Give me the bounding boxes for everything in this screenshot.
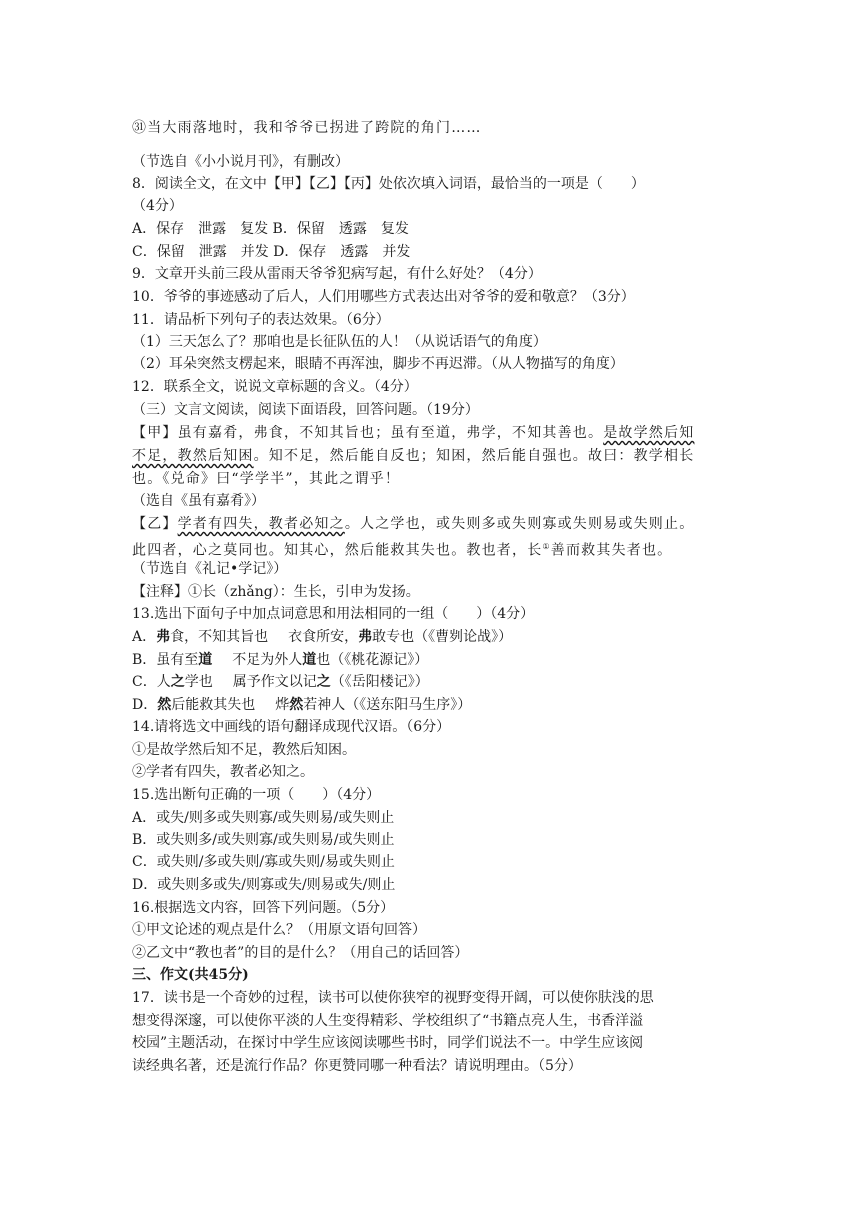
passage-yi-line-2 <box>132 537 672 561</box>
question-8-score: （4分） <box>132 198 183 214</box>
passage-text: 。人之学也，或失则多或失则寡或失则易或失则止。 <box>344 516 695 532</box>
option-text: 烨 <box>275 697 290 713</box>
option-text: 后能救其失也 <box>171 697 256 713</box>
passage-text: 善而救其失者也。 <box>550 542 673 559</box>
question-13: 13.选出下面句子中加点词意思和用法相同的一组（ ）（4分） <box>132 606 535 622</box>
question-13-option-d <box>132 695 471 715</box>
question-11: 11．请品析下列句子的表达效果。（6分） <box>132 312 390 328</box>
dotted-word: 然 <box>157 697 172 713</box>
story-last-paragraph: ㉛当大雨落地时，我和爷爷已拐进了跨院的角门…… <box>132 120 482 136</box>
question-15-option-c: C．或失则/多或失则/寡或失则/易或失则止 <box>132 854 395 870</box>
question-11-part-2: （2）耳朵突然支楞起来，眼睛不再浑浊，脚步不再迟滞。（从人物描写的角度） <box>132 356 624 372</box>
passage-text: 【甲】虽有嘉肴，弗食，不知其旨也；虽有至道，弗学，不知其善也。 <box>132 425 604 441</box>
dotted-word: 之 <box>316 674 331 690</box>
source-note: （节选自《小小说月刊》，有删改） <box>132 154 349 170</box>
passage-text: 此四者，心之莫同也。知其心，然后能救其失也。教也者，长 <box>132 542 543 559</box>
question-16-item-2: ②乙文中“教也者”的目的是什么？（用自己的话回答） <box>132 945 469 961</box>
passage-jia-line-3: 也。《兑命》曰“学学半”，其此之谓乎！ <box>132 471 401 487</box>
question-13-option-c <box>132 672 429 692</box>
question-11-part-1: （1）三天怎么了？那咱也是长征队伍的人！（从说话语气的角度） <box>132 334 547 350</box>
question-8-options-ab: A．保存 泄露 复发 B．保留 透露 复发 <box>132 221 409 237</box>
passage-jia-line-2 <box>132 446 694 466</box>
option-letter: D． <box>132 697 158 713</box>
dotted-word: 道 <box>198 652 213 668</box>
underlined-sentence: 学者有四失，教者必知之 <box>177 516 345 532</box>
question-17-line-2: 想变得深邃，可以使你平淡的人生变得精彩、学校组织了“书籍点亮人生，书香洋溢 <box>132 1013 644 1029</box>
question-15-option-d: D．或失则多或失/则寡或失/则易或失/则止 <box>132 877 396 893</box>
option-text: 不足为外人 <box>232 652 303 668</box>
question-8-options-cd: C．保留 泄露 并发 D．保存 透露 并发 <box>132 244 411 260</box>
question-13-option-a <box>132 627 512 647</box>
option-text: 属予作文以记 <box>232 674 317 690</box>
question-14: 14.请将选文中画线的语句翻译成现代汉语。（6分） <box>132 719 451 735</box>
question-16: 16.根据选文内容，回答下列问题。（5分） <box>132 900 395 916</box>
question-14-item-1: ①是故学然后知不足，教然后知困。 <box>132 742 356 758</box>
option-text: 食，不知其旨也 <box>170 629 269 645</box>
question-15-option-a: A．或失/则多或失则寡/或失则易/或失则止 <box>132 810 395 826</box>
annotation-note: 【注释】①长（zhǎng）：生长，引申为发扬。 <box>132 584 420 600</box>
question-17-line-4: 读经典名著，还是流行作品？你更赞同哪一种看法？请说明理由。（5分） <box>132 1058 582 1074</box>
dotted-word: 道 <box>302 652 317 668</box>
passage-jia-line-1 <box>132 423 694 443</box>
question-14-item-2: ②学者有四失，教者必知之。 <box>132 764 314 780</box>
passage-yi-source: （节选自《礼记•学记》） <box>132 561 288 577</box>
dotted-word: 弗 <box>156 629 171 645</box>
option-text: （《岳阳楼记》） <box>330 674 429 690</box>
option-text: 学也 <box>184 674 213 690</box>
option-letter: A． <box>132 629 157 645</box>
question-15-option-b: B．或失则多/或失则寡/或失则易/或失则止 <box>132 832 395 848</box>
passage-label: 【乙】 <box>132 516 178 532</box>
underlined-sentence: 不足，教然后知困 <box>132 448 254 464</box>
passage-yi-line-1 <box>132 514 694 534</box>
footnote-marker: ① <box>542 542 551 551</box>
question-16-item-1: ①甲文论述的观点是什么？（用原文语句回答） <box>132 922 426 938</box>
question-10: 10．爷爷的事迹感动了后人，人们用哪些方式表达出对爷爷的爱和敬意？（3分） <box>132 289 635 305</box>
option-text: 衣食所安， <box>288 629 359 645</box>
option-text: 也（《桃花源记》） <box>316 652 429 668</box>
question-17-line-3: 校园”主题活动，在探讨中学生应该阅读哪些书时，同学们说法不一。中学生应该阅 <box>132 1035 644 1051</box>
option-text: C．人 <box>132 674 171 690</box>
question-8: 8．阅读全文，在文中【甲】【乙】【丙】处依次填入词语，最恰当的一项是（ ） <box>132 176 645 192</box>
option-text: 敢专也（《曹刿论战》） <box>372 629 513 645</box>
underlined-sentence: 是故学然后知 <box>603 425 695 441</box>
question-17-line-1: 17．读书是一个奇妙的过程，读书可以使你狭窄的视野变得开阔，可以使你肤浅的思 <box>132 990 654 1006</box>
option-text: B．虽有至 <box>132 652 199 668</box>
question-9: 9．文章开头前三段从雷雨天爷爷犯病写起，有什么好处？（4分） <box>132 266 542 282</box>
dotted-word: 之 <box>170 674 185 690</box>
option-text: 若神人（《送东阳马生序》） <box>303 697 472 713</box>
question-15: 15.选出断句正确的一项（ ）（4分） <box>132 787 381 803</box>
dotted-word: 然 <box>289 697 304 713</box>
passage-jia-source: （选自《虽有嘉肴》） <box>132 493 265 509</box>
question-12: 12．联系全文，说说文章标题的含义。（4分） <box>132 379 418 395</box>
question-13-option-b <box>132 650 428 670</box>
section-composition-heading: 三、作文(共45分) <box>132 967 249 983</box>
dotted-word: 弗 <box>358 629 373 645</box>
section-classical-reading: （三）文言文阅读，阅读下面语段，回答问题。（19分） <box>132 402 479 418</box>
passage-text: 。知不足，然后能自反也；知困，然后能自强也。故曰：教学相长 <box>253 448 695 464</box>
